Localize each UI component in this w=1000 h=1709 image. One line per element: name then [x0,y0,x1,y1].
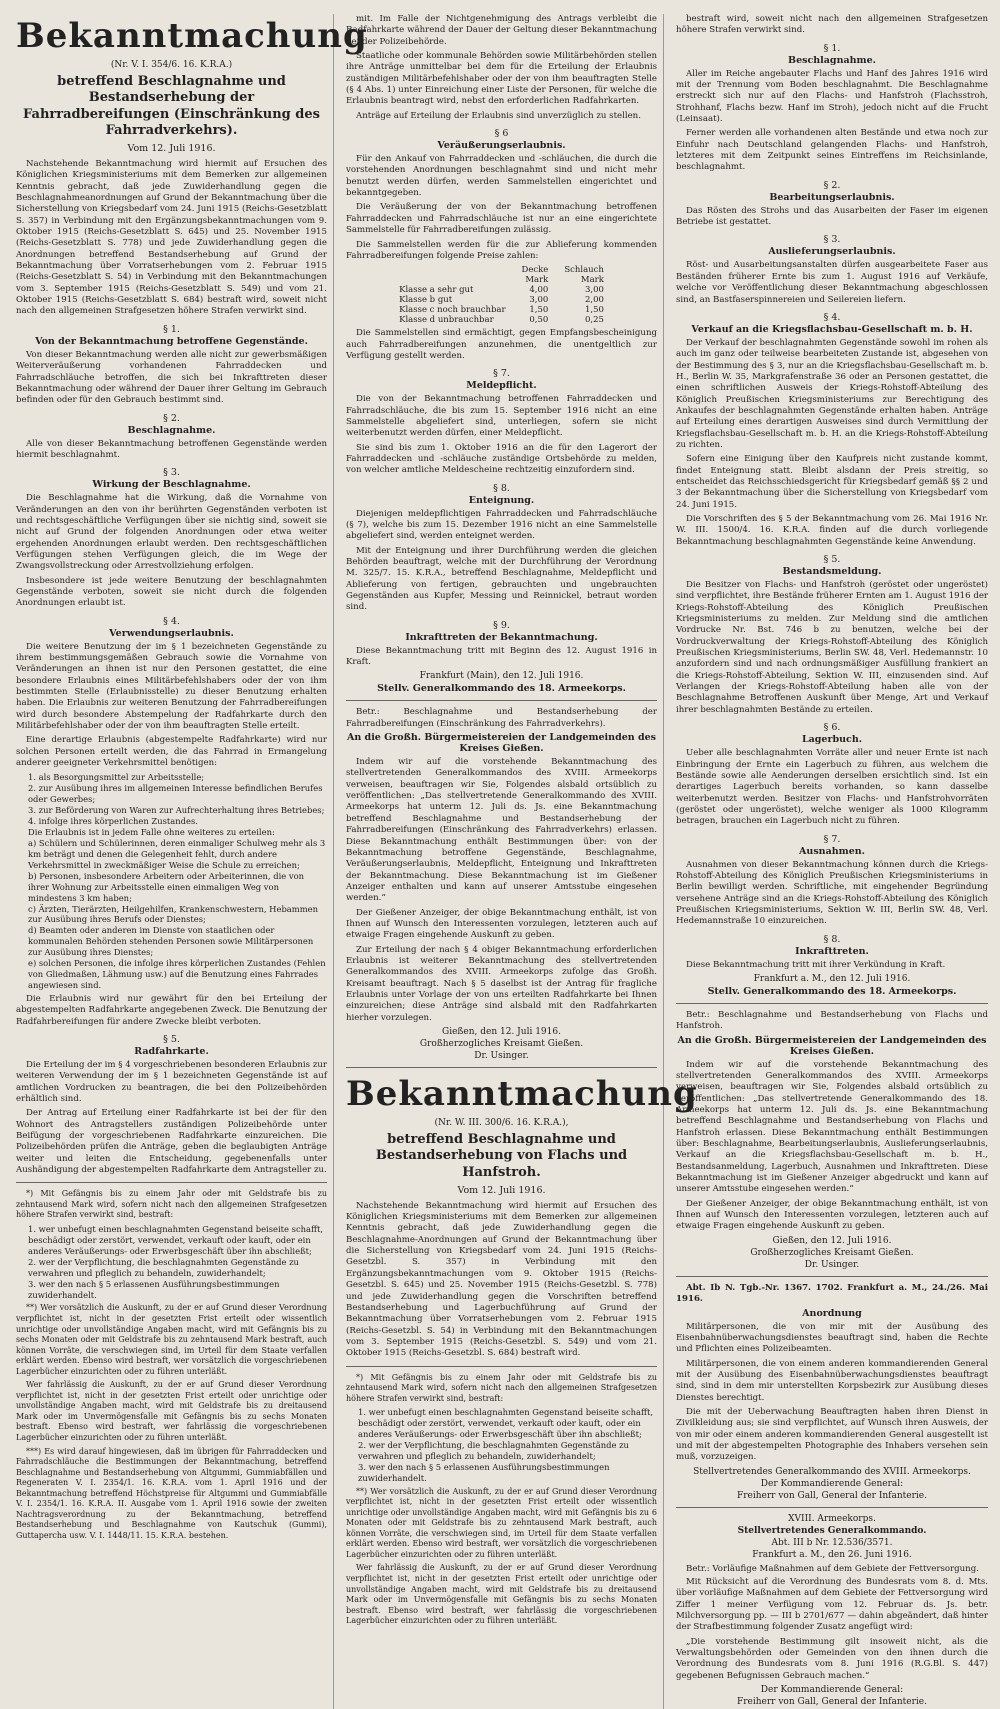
list-item: c) Ärzten, Tierärzten, Heilgehilfen, Krankenschwestern, Hebammen zur Ausübung ihres Berufs oder Dienstes; [28,903,319,925]
footnote: **) Wer vorsätzlich die Auskunft, zu der er auf Grund dieser Verordnung verpflichtet ist, nicht in der gesetzten Frist erteilt oder wissentlich unrichtige oder unvollständige Angaben macht, wird mit Gefängnis bis zu sechs Monaten oder mit Geldstrafe bis zu zehntausend Mark bestraft, auch können Vorräte, die verschwiegen sind, im Urteil für dem Staate verfallen erklärt werden. Ebenso wird bestraft, wer vorsätzlich die vorgeschriebenen Lagerbücher einzurichten oder zu führen unterläßt. [16,1303,327,1376]
section-number: § 7. [493,368,510,380]
addressee: An die Großh. Bürgermeistereien der Landgemeinden des Kreises Gießen. [346,732,657,755]
section-text: Militärpersonen, die von einem anderen kommandierenden General mit der Ausübung des Eisenbahnüberwachungsdienstes beauftragt sind, sind in dem mir unterstellten Korpsbezirk zur Ausübung dieses Dienstes berechtigt. [676,1358,988,1403]
section-heading: Bestandsmeldung. [782,566,882,578]
section-text: Die Sammelstellen werden für die zur Ablieferung kommenden Fahrradbereifungen folgende Preise zahlen: [346,239,657,261]
table-cell: Klasse b gut [399,295,453,306]
section-text: Ueber alle beschlagnahmten Vorräte aller und neuer Ernte ist nach Einbringung der Ernte ein Lagerbuch zu führen, aus welchem die Bestände sowie alle Aenderungen derselben ersichtlich sind. Ist ein derartiges Lagerbuch bereits vorhanden, so kann dasselbe weiterbenutzt werden. Besitzer von Flachs- und Hanfstrohvorräten (geröstet oder ungeröstet), welche weniger als 1000 Kilogramm betragen, brauchen ein Lagerbuch nicht zu führen. [676,748,988,827]
signer: Stellvertretendes Generalkommando des XVIII. Armeekorps. [693,1466,971,1477]
table-cell: 4,00 [529,285,549,296]
table-cell: 1,50 [584,305,604,316]
list-item: Die Erlaubnis ist in jedem Falle ohne weiteres zu erteilen: [28,827,275,838]
list-item: 4. infolge ihres körperlichen Zustandes. [28,816,198,827]
section-number: § 8. [493,482,510,494]
table-cell [391,275,513,285]
section-text: Anträge auf Erteilung der Erlaubnis sind unverzüglich zu stellen. [356,110,641,121]
section-number: § 6 [494,128,509,140]
footnote: Wer fahrlässig die Auskunft, zu der er auf Grund dieser Verordnung verpflichtet ist, nicht in der gesetzten Frist erteilt oder unrichtige oder unvollständige Angaben macht, wird mit Geldstrafe bis zu dreitausend Mark oder im Unvermögensfalle mit Gefängnis bis zu sechs Monaten bestraft. Ebenso wird bestraft, wer fahrlässig die vorgeschriebenen Lagerbücher einzurichten oder zu führen unterläßt. [16,1380,327,1442]
table-header: Decke [521,265,549,276]
table-cell: Mark [525,275,549,286]
office-name: Großherzogliches Kreisamt Gießen. [750,1247,914,1258]
list-item: e) solchen Personen, die infolge ihres körperlichen Zustandes (Fehlen von Gliedmaßen, Lähmung usw.) auf die Benutzung eines Fahrrades angewiesen sind. [28,958,326,990]
table-header [391,265,513,275]
place-date: Frankfurt a. M., den 12. Juli 1916. [753,973,911,984]
table-cell: Klasse a sehr gut [399,285,474,296]
section-number: § 1. [823,42,841,54]
section-text: Diese Bekanntmachung tritt mit Beginn des 12. August 1916 in Kraft. [346,645,657,668]
addressee: An die Großh. Bürgermeistereien der Landgemeinden des Kreises Gießen. [677,1034,987,1057]
section-text: Der Gießener Anzeiger, der obige Bekanntmachung enthält, ist von Ihnen auf Wunsch den Interessenten vorzulegen, letzteren auch auf etwaige Fragen eingehende Auskunft zu geben. [346,907,657,941]
notice-ref: (Nr. W. III. 300/6. 16. K.R.A.), [434,1118,569,1128]
reference-line: Abt. Ib N. Tgb.-Nr. 1367. 1702. Frankfurt a. M., 24./26. Mai 1916. [676,1282,988,1305]
section-heading: Radfahrkarte. [134,1045,209,1057]
list-item: 3. zur Beförderung von Waren zur Aufrechterhaltung ihres Betriebes; [28,805,325,816]
footnote-list [346,1407,657,1483]
list-item: 3. wer den nach § 5 erlassenen Ausführungsbestimmungen zuwiderhandelt. [28,1278,280,1300]
permit-list [16,772,327,990]
list-item: b) Personen, insbesondere Arbeitern oder Arbeiterinnen, die von ihrer Wohnung zur Arbeitsstelle einen einmaligen Weg von mindestens 3 km haben; [28,870,305,903]
footnotes [346,1373,657,1627]
section-text: mit. Im Falle der Nichtgenehmigung des Antrags verbleibt die Radfahrkarte während der Dauer der Geltung dieser Bekanntmachung bei der Polizeibehörde. [346,14,657,47]
section-text: Die weitere Benutzung der im § 1 bezeichneten Gegenstände zu ihrem bestimmungsgemäßen Gebrauch sowie die Vornahme von Veränderungen an ihnen ist nur den Personen gestattet, die eine besondere Erlaubnis eines Militärbefehlshabers oder der von ihm bestimmten Stelle (Erlaubnisstelle) zu dieser Benutzung erhalten haben. Die Erlaubnis zur weiteren Benutzung der Fahrradbereifungen wird durch besondere Abstempelung der Radfahrkarte durch den Militärbefehlshaber oder der von ihm beauftragten Stelle erteilt. [16,641,327,732]
section-text: Indem wir auf die vorstehende Bekanntmachung des stellvertretenden Generalkommandos des XVIII. Armeekorps verweisen, beauftragen wir Sie, Folgendes alsbald ortsüblich zu veröffentlichen: „Das stellvertretende Generalkommando des 18. Armeekorps hat unterm 12. Juli ds. Js. eine Bekanntmachung betreffend Beschlagnahme und Bestandserhebung von Flachs und Hanfstroh erlassen. Diese Bekanntmachung enthält Bestimmungen über: Beschlagnahme, Bearbeitungserlaubnis, Auslieferungserlaubnis, Verkauf an die Kriegsflachsbau-Gesellschaft m. b. H., Bestandsanmeldung, Lagerbuch, Ausnahmen und Inkrafttreten. Diese Bekanntmachung ist im Gießener Anzeiger abgedruckt und kann auf unserer Amtsstube eingesehen werden.“ [676,1059,988,1195]
list-item: d) Beamten oder anderen im Dienste von staatlichen oder kommunalen Behörden stehenden Personen sowie Militärpersonen zur Ausübung ihres Dienstes; [28,925,314,958]
section-text: Insbesondere ist jede weitere Benutzung der beschlagnahmten Gegenstände verboten, soweit sie nicht durch die folgenden Anordnungen erlaubt ist. [16,575,327,609]
section-text: Die Besitzer von Flachs- und Hanfstroh (geröstet oder ungeröstet) sind verpflichtet, ihre Bestände früherer Ernten am 1. August 1916 der Kriegs-Rohstoff-Abteilung des Königlich Preußischen Kriegsministeriums zu melden. Zur Meldung sind die amtlichen Vordrucke Nr. Bst. 746 b zu benutzen, welche bei der Vordruckverwaltung der Kriegs-Rohstoff-Abteilung des Königlich Preußischen Kriegsministeriums, Berlin SW. 48, Verl. Hedemannstr. 10 anzufordern sind und nach ordnungsmäßiger Ausfüllung frankiert an die Kriegs-Rohstoff-Abteilung, Sektion W. III, einzusenden sind. Auf Verlangen der Kriegs-Rohstoff-Abteilung haben alle von der Beschlagnahme Betroffenen Auskunft über Menge, Art und Verkauf ihrer beschlagnahmten Bestände zu erteilen. [676,580,989,715]
place-date: Frankfurt a. M., den 26. Juni 1916. [752,1549,912,1560]
subject-line: Betr.: Beschlagnahme und Bestandserhebung der Fahrradbereifungen (Einschränkung des Fahrradverkehrs). [346,707,657,729]
list-item: 1. wer unbefugt einen beschlagnahmten Gegenstand beiseite schafft, beschädigt oder zerstört, verwendet, verkauft oder kauft, oder ein anderes Veräußerungs- oder Erwerbsgeschäft über ihn abschließt; [28,1223,324,1256]
section-text: Diese Bekanntmachung tritt mit ihrer Verkündung in Kraft. [686,959,946,970]
section-number: § 3. [823,234,841,246]
list-item: 2. zur Ausübung ihres im allgemeinen Interesse befindlichen Berufes oder Gewerbes; [28,783,323,805]
footnote: ***) Es wird darauf hingewiesen, daß im übrigen für Fahrraddecken und Fahrradschläuche die Bestimmungen der Bekanntmachung, betreffend Beschlagnahme und Bestandserhebung von Altgummi, Gummiabfällen und Regeneraten V. I. 2354/1. 16. K.R.A. vom 1. April 1916 und der Bekanntmachung betreffend Höchstpreise für Altgummi und Gummiabfälle V. I. 2354/1. 16. K.R.A. II. Ausgabe vom 1. April 1916 sowie der zweiten Nachtragsverordnung zu der Bekanntmachung, betreffend Bestandserhebung und Beschlagnahme von Kautschuk (Gummi), Guttapercha usw. V. I. 1448/11. 15. K.R.A. bestehen. [16,1446,327,1540]
table-cell: Mark [580,275,604,286]
section-number: § 2. [823,179,841,191]
subject-line: Betr.: Beschlagnahme und Bestandserhebung von Flachs und Hanfstroh. [676,1009,988,1032]
section-text: Ausnahmen von dieser Bekanntmachung können durch die Kriegs-Rohstoff-Abteilung des Königlich Preußischen Kriegsministeriums in Berlin bewilligt werden. Schriftliche, mit eingehender Begründung versehene Anträge sind an die Kriegs-Rohstoff-Abteilung des Königlich Preußischen Kriegsministeriums, Sektion W. III, Berlin SW. 48, Verl. Hedemannstraße 10 einzureichen. [676,859,988,927]
signer-name: Freiherr von Gall, General der Infanterie. [737,1490,927,1501]
section-heading: Auslieferungserlaubnis. [768,246,896,258]
section-number: § 1. [163,323,180,335]
section-text: Für den Ankauf von Fahrraddecken und -schläuchen, die durch die vorstehenden Anordnungen beschlagnahmt sind und nicht mehr benutzt werden dürfen, werden Sammelstellen eingerichtet und bekanntgegeben. [346,154,657,199]
section-text: Mit Rücksicht auf die Verordnung des Bundesrats vom 8. d. Mts. über vorläufige Maßnahmen auf dem Gebiete der Fettversorgung wird Ziffer 1 meiner Verfügung vom 12. Februar ds. Js. betr. Milchversorgung pp. — III b 2701/677 — dahin abgeändert, daß hinter der Strafbestimmung folgender Zusatz angefügt wird: [676,1576,988,1633]
notice-subtitle: betreffend Beschlagnahme und Bestandserhebung von Flachs und Hanfstroh. [375,1132,628,1180]
section-number: § 2. [163,412,180,424]
section-text: Sie sind bis zum 1. Oktober 1916 an die für den Lagerort der Fahrraddecken und -schläuche zuständige Ortsbehörde zu melden, von welcher amtliche Meldescheine rechtzeitig einzufordern sind. [346,442,657,476]
section-text: Die von der Bekanntmachung betroffenen Fahrraddecken und Fahrradschläuche, die bis zum 15. September 1916 nicht an eine Sammelstelle abgeliefert sind, unterliegen, sofern sie nicht weiterbenutzt werden dürfen, einer Meldepflicht. [346,394,657,439]
section-text: Staatliche oder kommunale Behörden sowie Militärbehörden stellen ihre Anträge unmittelbar bei dem für die Erteilung der Erlaubnis zuständigen Militärbefehlshaber oder der von ihm beauftragten Stelle (§ 4 Abs. 1) unter Einreichung einer Liste der Personen, für welche die Erlaubnis beantragt wird, nebst den erforderlichen Radfahrkarten. [346,51,657,107]
table-cell: Klasse c noch brauchbar [399,305,506,316]
list-item: 2. wer der Verpflichtung, die beschlagnahmten Gegenstände zu verwahren und pfleglich zu behandeln, zuwiderhandelt; [28,1256,299,1278]
section-text: Eine derartige Erlaubnis (abgestempelte Radfahrkarte) wird nur solchen Personen erteilt werden, die das Fahrrad in Ermangelung anderer geeigneter Verkehrsmittel benötigen: [16,735,327,769]
signer-title: Der Kommandierende General: [760,1685,904,1696]
footnote: *) Mit Gefängnis bis zu einem Jahr oder mit Geldstrafe bis zu zehntausend Mark wird, sofern nicht nach den allgemeinen Strafgesetzen höhere Strafen verwirkt sind, bestraft: [16,1189,327,1220]
section-number: § 8. [823,933,841,945]
section-text: Indem wir auf die vorstehende Bekanntmachung des stellvertretenden Generalkommandos des XVIII. Armeekorps verweisen, beauftragen wir Sie, Folgendes alsbald ortsüblich zu veröffentlichen: „Das stellvertretende Generalkommando des XVIII. Armeekorps hat unterm 12. Juli ds. Js. eine Bekanntmachung betreffend Beschlagnahme und Bestandserhebung der Fahrradbereifungen (Einschränkung des Fahrradverkehrs) erlassen. Diese Bekanntmachung enthält Bestimmungen über: von der Bekanntmachung betroffene Gegenstände, Beschlagnahme, Veräußerungserlaubnis, Meldepflicht, Enteignung und Inkrafttreten der Bekanntmachung. Diese Bekanntmachung ist im Gießener Anzeiger enthalten und kann auf unserer Amtsstube eingesehen werden.“ [346,757,657,904]
divider [346,1366,657,1367]
table-unit-row [391,275,612,285]
section-text: Der Antrag auf Erteilung einer Radfahrkarte ist bei der für den Wohnort des Antragstellers zuständigen Polizeibehörde unter Beifügung der vorgeschriebenen Radfahrkarte einzureichen. Die Polizeibehörden prüfen die Anträge, geben die beglaubigten Anträge weiter und leiten die Entscheidung, gegebenenfalls unter Aushändigung der abgestempelten Radfahrkarte dem Antragsteller zu. [16,1108,327,1175]
footnotes [16,1189,327,1541]
footnote: Wer fahrlässig die Auskunft, zu der er auf Grund dieser Verordnung verpflichtet ist, nicht in der gesetzten Frist erteilt oder unrichtige oder unvollständige Angaben macht, wird mit Geldstrafe bis zu dreitausend Mark oder im Unvermögensfalle mit Gefängnis bis zu sechs Monaten bestraft. Ebenso wird bestraft, wer fahrlässig die vorgeschriebenen Lagerbücher einzurichten oder zu führen unterläßt. [346,1563,657,1626]
table-header-row [391,265,612,275]
section-number: § 3. [163,467,180,479]
table-cell: 3,00 [529,295,549,306]
reference-line: Abt. III b Nr. 12.536/3571. [771,1537,893,1548]
notice-date: Vom 12. Juli 1916. [127,143,216,154]
section-text: Die Erlaubnis wird nur gewährt für den bei Erteilung der abgestempelten Radfahrkarte angegebenen Zweck. Die Benutzung der Radfahrbereifungen für andere Zwecke bleibt verboten. [16,993,327,1027]
divider [16,1182,327,1183]
section-number: § 9. [493,619,510,631]
office-name: Stellvertretendes Generalkommando. [737,1525,927,1536]
place-date: Gießen, den 12. Juli 1916. [442,1027,561,1037]
table-cell: 0,25 [584,315,604,326]
section-text: Zur Erteilung der nach § 4 obiger Bekanntmachung erforderlichen Erlaubnis ist weiterer Bekanntmachung des stellvertretenden Generalkommandos des XVIII. Armeekorps zufolge das Großh. Kreisamt beauftragt. Nach § 5 daselbst ist der Antrag für fragliche Erlaubnis unter Vorlage der von uns erteilten Radfahrkarte bei Ihnen einzureichen; diese Anträge sind alsbald mit den Radfahrkarten hierher vorzulegen. [346,944,657,1023]
footnote: **) Wer vorsätzlich die Auskunft, zu der er auf Grund dieser Verordnung verpflichtet ist, nicht in der gesetzten Frist erteilt oder wissentlich unrichtige oder unvollständige Angaben macht, wird mit Gefängnis bis zu 6 Monaten oder mit Geldstrafe bis zu zehntausend Mark bestraft, auch können Vorräte, die verschwiegen sind, im Urteil für dem Staate verfallen erklärt werden. Ebenso wird bestraft, wer vorsätzlich die vorgeschriebenen Lagerbücher einzurichten oder zu führen unterläßt. [346,1486,657,1559]
table-row [391,285,612,295]
section-heading: Enteignung. [468,494,535,506]
divider [676,1276,988,1277]
signer-name: Dr. Usinger. [804,1259,860,1270]
place-date: Frankfurt (Main), den 12. Juli 1916. [419,671,584,682]
section-text: Die Vorschriften des § 5 der Bekanntmachung vom 26. Mai 1916 Nr. W. III. 1500/4. 16. K.R.A. finden auf die durch vorliegende Bekanntmachung beschlagnahmten Gegenstände keine Anwendung. [676,514,988,547]
place-date: Gießen, den 12. Juli 1916. [772,1235,892,1246]
list-item: a) Schülern und Schülerinnen, deren einmaliger Schulweg mehr als 3 km beträgt und denen die Gelegenheit fehlt, durch andere Verkehrsmittel in zweckmäßiger Weise die Schule zu erreichen; [28,837,326,870]
table-cell: Klasse d unbrauchbar [399,315,494,326]
table-header: Schlauch [564,265,604,276]
section-heading: Von der Bekanntmachung betroffene Gegenstände. [35,335,308,347]
section-heading: Verkauf an die Kriegsflachsbau-Gesellschaft m. b. H. [691,323,973,335]
divider [676,1003,988,1004]
section-number: § 5. [163,1033,180,1045]
notice-title: Bekanntmachung [16,16,368,56]
notice-ref: (Nr. V. I. 354/6. 16. K.R.A.) [110,60,233,70]
section-text: Von dieser Bekanntmachung werden alle nicht zur gewerbsmäßigen Weiterveräußerung vorhandenen Fahrraddecken und Fahrradschläuche betroffen, die sich bei Inkrafttreten dieser Bekanntmachung oder während der Dauer ihrer Geltung im Gebrauch befinden oder für den Gebrauch bestimmt sind. [16,349,327,406]
table-cell: 0,50 [529,315,549,326]
section-text: Das Rösten des Strohs und das Ausarbeiten der Faser im eigenen Betriebe ist gestattet. [676,205,988,228]
section-text: Aller im Reiche angebauter Flachs und Hanf des Jahres 1916 wird mit der Trennung vom Boden beschlagnahmt. Die Beschlagnahme erstreckt sich nur auf den Flachs- und Hanfstroh (Flachsstroh, Strohhanf, Flachs bezw. Hanf im Stroh), jedoch nicht auf die Frucht (Leinsaat). [676,68,988,125]
subject-line: Betr.: Vorläufige Maßnahmen auf dem Gebiete der Fettversorgung. [686,1563,979,1574]
section-heading: Wirkung der Beschlagnahme. [92,479,251,491]
intro-paragraph: Nachstehende Bekanntmachung wird hiermit auf Ersuchen des Königlichen Kriegsministeriums mit dem Bemerken zur allgemeinen Kenntnis gebracht, daß jede Zuwiderhandlung gegen die Beschlagnahme-Anordnungen auf Grund der Bekanntmachung über die Sicherstellung von Kriegsbedarf vom 24. Juni 1915 (Reichs-Gesetzbl. S. 357) in Verbindung mit den Ergänzungsbekanntmachungen vom 9. Oktober 1915 (Reichs-Gesetzbl. S. 645) und 25. November 1915 (Reichs-Gesetzbl. S. 778) und jede Zuwiderhandlung gegen die Vorschriften betreffend Bestandserhebung und Lagerbuchführung auf Grund der Bekanntmachung über Vorratserhebungen vom 2. Februar 1915 (Reichs-Gesetzbl. S. 54) in Verbindung mit den Bekanntmachungen vom 3. September 1915 (Reichs-Gesetzbl. S. 549) und vom 21. Oktober 1915 (Reichs-Gesetzbl. S. 684) bestraft wird. [346,1200,657,1359]
section-text: Militärpersonen, die von mir mit der Ausübung des Eisenbahnüberwachungsdienstes beauftragt sind, haben die Rechte und Pflichten eines Polizeibeamten. [676,1321,988,1355]
signer: Stellv. Generalkommando des 18. Armeekorps. [707,985,957,997]
section-heading: Verwendungserlaubnis. [109,627,234,639]
section-number: § 4. [823,311,841,323]
section-text: Ferner werden alle vorhandenen alten Bestände und etwa noch zur Einfuhr nach Deutschland gelangenden Flachs- und Hanfstroh, letzteres mit dem Zeitpunkt seines Eintreffens im Reichsinlande, beschlagnahmt. [676,128,988,173]
column-1 [16,14,368,1709]
list-item: 3. wer den nach § 5 erlassenen Ausführungsbestimmungen zuwiderhandelt. [358,1461,610,1483]
office-name: Großherzogliches Kreisamt Gießen. [419,1039,584,1049]
list-item: 1. als Besorgungsmittel zur Arbeitsstelle; [28,772,205,783]
section-text: Der Verkauf der beschlagnahmten Gegenstände sowohl im rohen als auch im ganz oder teilweise bearbeiteten Zustande ist, abgesehen von der Bestimmung des § 3, nur an die Kriegsflachsbau-Gesellschaft m. b. H., Berlin W. 35, Markgrafenstraße 36 oder an Personen gestattet, die einen schriftlichen Ausweis der Kriegs-Rohstoff-Abteilung des Königlich Preußischen Kriegsministeriums zur Berechtigung des Ankaufes der beschlagnahmten Gegenstände erhalten haben. Anträge auf Erteilung eines derartigen Ausweises sind durch Vermittlung der Kriegsflachsbau-Gesellschaft m. b. H. an die Kriegs-Rohstoff-Abteilung zu richten. [676,337,988,450]
section-number: § 7. [823,833,841,845]
section-text: Diejenigen meldepflichtigen Fahrraddecken und Fahrradschläuche (§ 7), welche bis zum 15. Dezember 1916 nicht an eine Sammelstelle abgeliefert sind, werden enteignet werden. [346,508,657,542]
section-heading: Beschlagnahme. [788,54,876,66]
notice-date: Vom 12. Juli 1916. [457,1184,546,1196]
section-heading: Meldepflicht. [466,380,537,392]
section-text: Die Veräußerung der von der Bekanntmachung betroffenen Fahrraddecken und Fahrradschläuche ist nur an eine eingerichtete Sammelstelle für Fahrradbereifungen zulässig. [346,202,657,236]
divider [676,1507,988,1508]
section-heading: Ausnahmen. [799,845,865,857]
signer-name: Freiherr von Gall, General der Infanterie. [737,1697,927,1708]
section-text: Alle von dieser Bekanntmachung betroffenen Gegenstände werden hiermit beschlagnahmt. [16,438,327,460]
signer: Stellv. Generalkommando des 18. Armeekorps. [377,683,626,695]
price-table [391,265,612,325]
footnote: *) Mit Gefängnis bis zu einem Jahr oder mit Geldstrafe bis zu zehntausend Mark wird, sofern nicht nach den allgemeinen Strafgesetzen höhere Strafen verwirkt sind, bestraft: [346,1372,657,1403]
table-row [391,295,612,305]
section-text: Die Beschlagnahme hat die Wirkung, daß die Vornahme von Veränderungen an den von ihr berührten Gegenständen verboten ist und rechtsgeschäftliche Verfügungen über sie nichtig sind, soweit sie nicht auf Grund der folgenden Anordnungen oder etwa weiter ergehenden Anordnungen erlaubt werden. Den rechtsgeschäftlichen Verfügungen stehen Verfügungen gleich, die im Wege der Zwangsvollstreckung oder Arrestvollziehung erfolgen. [16,493,327,572]
section-heading: Bearbeitungserlaubnis. [769,191,895,203]
table-cell: 3,00 [584,285,604,296]
corps-name: XVIII. Armeekorps. [788,1513,876,1524]
section-text: Mit der Enteignung und ihrer Durchführung werden die gleichen Behörden beauftragt, welche mit der Durchführung der Verordnung M. 325/7. 15. K.R.A., betreffend Beschlagnahme, Meldepflicht und Ablieferung von fertigen, gebrauchten und ungebrauchten Gegenständen aus Kupfer, Messing und Reinnickel, betraut worden sind. [346,545,657,613]
divider [346,1067,657,1068]
section-text: Röst- und Ausarbeitungsanstalten dürfen ausgearbeitete Faser aus Beständen früherer Ernte bis zum 1. August 1916 auf Verkäufe, welche vor Veröffentlichung dieser Bekanntmachung abgeschlossen sind, an Bastfaserspinnereien und Seilereien liefern. [676,260,988,305]
divider [346,700,657,701]
section-heading: Inkrafttreten. [795,945,869,957]
list-item: 1. wer unbefugt einen beschlagnahmten Gegenstand beiseite schafft, beschädigt oder zerstört, verwendet, verkauft oder kauft, oder ein anderes Veräußerungs- oder Erwerbsgeschäft über ihn abschließt; [358,1407,654,1440]
section-heading: Inkrafttreten der Bekanntmachung. [405,631,598,643]
section-text: Die Erteilung der im § 4 vorgeschriebenen besonderen Erlaubnis zur weiteren Verwendung der im § 1 bezeichneten Gegenstände ist auf amtlichen Vordrucken zu beantragen, die bei den Polizeibehörden erhältlich sind. [16,1059,327,1104]
section-heading: Anordnung [802,1307,862,1319]
list-item: 2. wer der Verpflichtung, die beschlagnahmten Gegenstände zu verwahren und pfleglich zu behandeln, zuwiderhandelt; [358,1439,629,1461]
section-heading: Beschlagnahme. [127,424,216,436]
notice-subtitle: betreffend Beschlagnahme und Bestandserhebung der Fahrradbereifungen (Einschränkung des Fahrradverkehrs). [23,74,320,138]
intro-paragraph: Nachstehende Bekanntmachung wird hiermit auf Ersuchen des Königlichen Kriegsministeriums mit dem Bemerken zur allgemeinen Kenntnis gebracht, daß jede Zuwiderhandlung gegen die Beschlagnahmeanordnungen auf Grund der Bekanntmachung über die Sicherstellung von Kriegsbedarf vom 24. Juni 1915 (Reichs-Gesetzblatt S. 357) in Verbindung mit den Ergänzungsbekanntmachungen vom 9. Oktober 1915 (Reichs-Gesetzblatt S. 645) und 25. November 1915 (Reichs-Gesetzblatt S. 778) und jede Zuwiderhandlung gegen die Anordnungen betreffend Bestandserhebung auf Grund der Bekanntmachung über Vorratserhebungen vom 2. Februar 1915 (Reichs-Gesetzblatt S. 54) in Verbindung mit den Bekanntmachungen vom 3. September 1915 (Reichs-Gesetzblatt S. 549) und vom 21. Oktober 1915 (Reichs-Gesetzblatt S. 684) bestraft wird, soweit nicht nach den allgemeinen Strafgesetzen höhere Strafen verwirkt sind. [16,159,327,317]
table-row [391,315,612,325]
section-text: „Die vorstehende Bestimmung gilt insoweit nicht, als die Verwaltungsbehörden oder Gemeinden von den ihnen durch die Verordnung des Bundesrats vom 8. Juni 1916 (R.G.Bl. S. 447) gegebenen Befugnissen Gebrauch machen.“ [676,1636,988,1681]
table-cell: 1,50 [529,305,549,316]
signer-title: Der Kommandierende General: [760,1478,904,1489]
section-text: Die mit der Ueberwachung Beauftragten haben ihren Dienst in Zivilkleidung aus; sie sind verpflichtet, auf Wunsch ihren Ausweis, der von mir oder einem anderen kommandierenden General ausgestellt ist und mit der abgestempelten Photographie des Inhabers versehen sein muß, vorzuzeigen. [676,1406,988,1463]
section-number: § 4. [163,615,180,627]
notice-title: Bekanntmachung [346,1074,698,1114]
section-text: Die Sammelstellen sind ermächtigt, gegen Empfangsbescheinigung auch Fahrradbereifungen anzunehmen, die unentgeltlich zur Verfügung gestellt werden. [346,328,657,361]
section-heading: Veräußerungserlaubnis. [437,140,566,152]
footnote-list [16,1224,327,1300]
table-row [391,305,612,315]
table-cell: 2,00 [584,295,604,306]
section-text: Der Gießener Anzeiger, der obige Bekanntmachung enthält, ist von Ihnen auf Wunsch den Interessenten vorzulegen, letzteren auch auf etwaige Fragen eingehende Auskunft zu geben. [676,1198,988,1232]
section-text: Sofern eine Einigung über den Kaufpreis nicht zustande kommt, findet Enteignung statt. Bleibt alsdann der Preis streitig, so entscheidet das Reichsschiedsgericht für Kriegsbedarf gemäß §§ 2 und 3 der Bekanntmachung über die Sicherstellung von Kriegsbedarf vom 24. Juni 1915. [676,454,988,510]
column-2 [346,14,698,1709]
signer-name: Dr. Usinger. [474,1051,529,1061]
column-3 [676,14,994,1709]
section-number: § 6. [823,722,841,734]
section-text: bestraft wird, soweit nicht nach den allgemeinen Strafgesetzen höhere Strafen verwirkt sind. [676,14,988,36]
section-heading: Lagerbuch. [801,734,863,746]
section-number: § 5. [823,554,841,566]
